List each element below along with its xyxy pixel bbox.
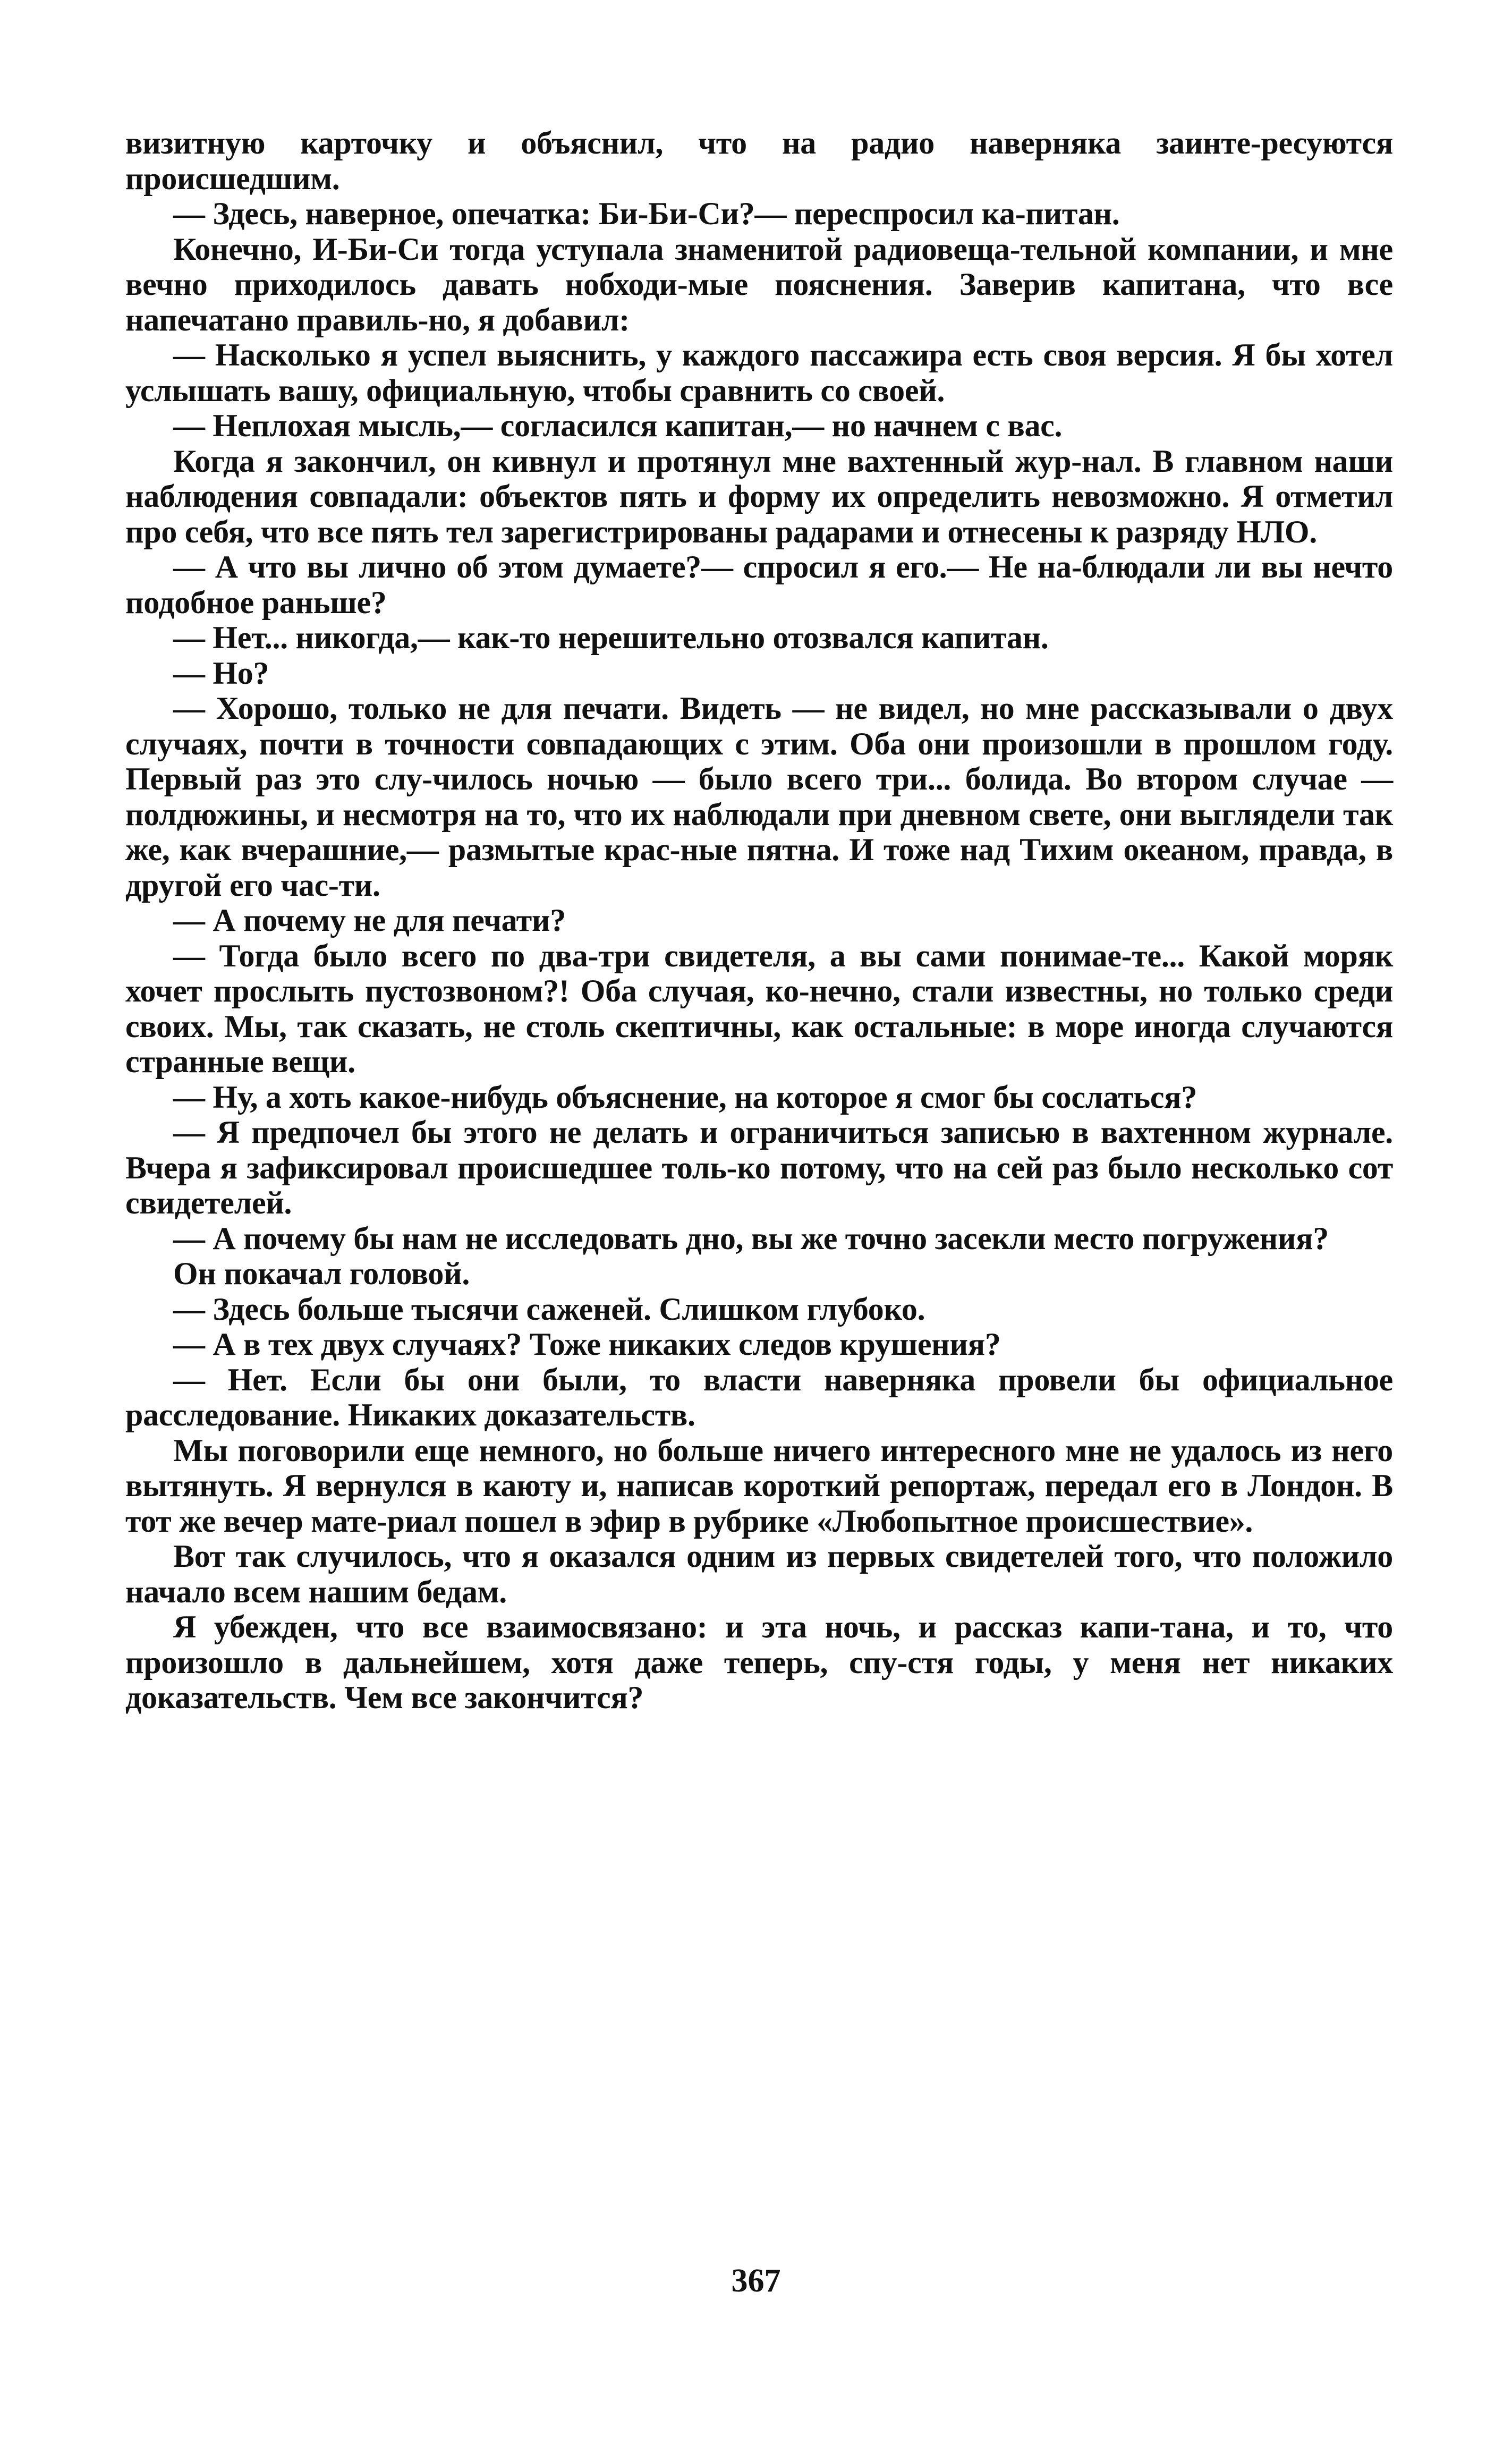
paragraph: Мы поговорили еще немного, но больше ничего интересного мне не удалось из него вытянуть. Я вернулся в каюту и, написав короткий репортаж, передал его в Лондон. В тот же вечер мате-риал пошел в эфир в рубрике «Любопытное происшествие». [125,1432,1393,1539]
paragraph: — Здесь больше тысячи саженей. Слишком глубоко. [173,1291,925,1327]
paragraph: — Здесь, наверное, опечатка: Би-Би-Си?— переспросил ка-питан. [173,196,1120,231]
paragraph: — А что вы лично об этом думаете?— спросил я его.— Не на-блюдали ли вы нечто подобное раньше? [125,549,1393,620]
text-column [125,125,1393,1716]
paragraph: — Насколько я успел выяснить, у каждого пассажира есть своя версия. Я бы хотел услышать вашу, официальную, чтобы сравнить со своей. [125,337,1393,408]
paragraph: — Нет... никогда,— как-то нерешительно отозвался капитан. [173,620,1049,655]
paragraph: — Но? [173,655,269,691]
paragraph: — Я предпочел бы этого не делать и ограничиться записью в вахтенном журнале. Вчера я зафиксировал происшедшее толь-ко потому, что на сей раз было несколько сот свидетелей. [125,1115,1393,1220]
paragraph: Он покачал головой. [173,1256,470,1291]
paragraph: визитную карточку и объяснил, что на радио наверняка заинте-ресуются происшедшим. [125,125,1393,196]
paragraph: — Хорошо, только не для печати. Видеть — не видел, но мне рассказывали о двух случаях, почти в точности совпадающих с этим. Оба они произошли в прошлом году. Первый раз это слу-чилось ночью — было всего три... болида. Во втором случае — полдюжины, и несмотря на то, что их наблюдали при дневном свете, они выглядели так же, как вчерашние,— размытые крас-ные пятна. И тоже над Тихим океаном, правда, в другой его час-ти. [125,691,1393,903]
page-body [125,125,1393,1716]
paragraph: — Ну, а хоть какое-нибудь объяснение, на которое я смог бы сослаться? [173,1079,1197,1115]
paragraph: Вот так случилось, что я оказался одним из первых свидетелей того, что положило начало всем нашим бедам. [125,1539,1393,1609]
paragraph: — Нет. Если бы они были, то власти наверняка провели бы официальное расследование. Никаких доказательств. [125,1362,1393,1432]
paragraph: — Тогда было всего по два-три свидетеля, а вы сами понимае-те... Какой моряк хочет прослыть пустозвоном?! Оба случая, ко-нечно, стали известны, но только среди своих. Мы, так сказать, не столь скептичны, как остальные: в море иногда случаются странные вещи. [125,938,1393,1079]
paragraph: — Неплохая мысль,— согласился капитан,— но начнем с вас. [173,408,1063,443]
paragraph: Когда я закончил, он кивнул и протянул мне вахтенный жур-нал. В главном наши наблюдения совпадали: объектов пять и форму их определить невозможно. Я отметил про себя, что все пять тел зарегистрированы радарами и отнесены к разряду НЛО. [125,443,1393,549]
paragraph: — А почему бы нам не исследовать дно, вы же точно засекли место погружения? [173,1220,1329,1256]
paragraph: Конечно, И-Би-Си тогда уступала знаменитой радиовеща-тельной компании, и мне вечно приходилось давать нобходи-мые пояснения. Заверив капитана, что все напечатано правиль-но, я добавил: [125,231,1393,337]
paragraph: — А в тех двух случаях? Тоже никаких следов крушения? [173,1327,1001,1362]
page-number: 367 [731,2263,781,2299]
paragraph: — А почему не для печати? [173,903,566,938]
paragraph: Я убежден, что все взаимосвязано: и эта ночь, и рассказ капи-тана, и то, что произошло в дальнейшем, хотя даже теперь, спу-стя годы, у меня нет никаких доказательств. Чем все закончится? [125,1609,1393,1715]
